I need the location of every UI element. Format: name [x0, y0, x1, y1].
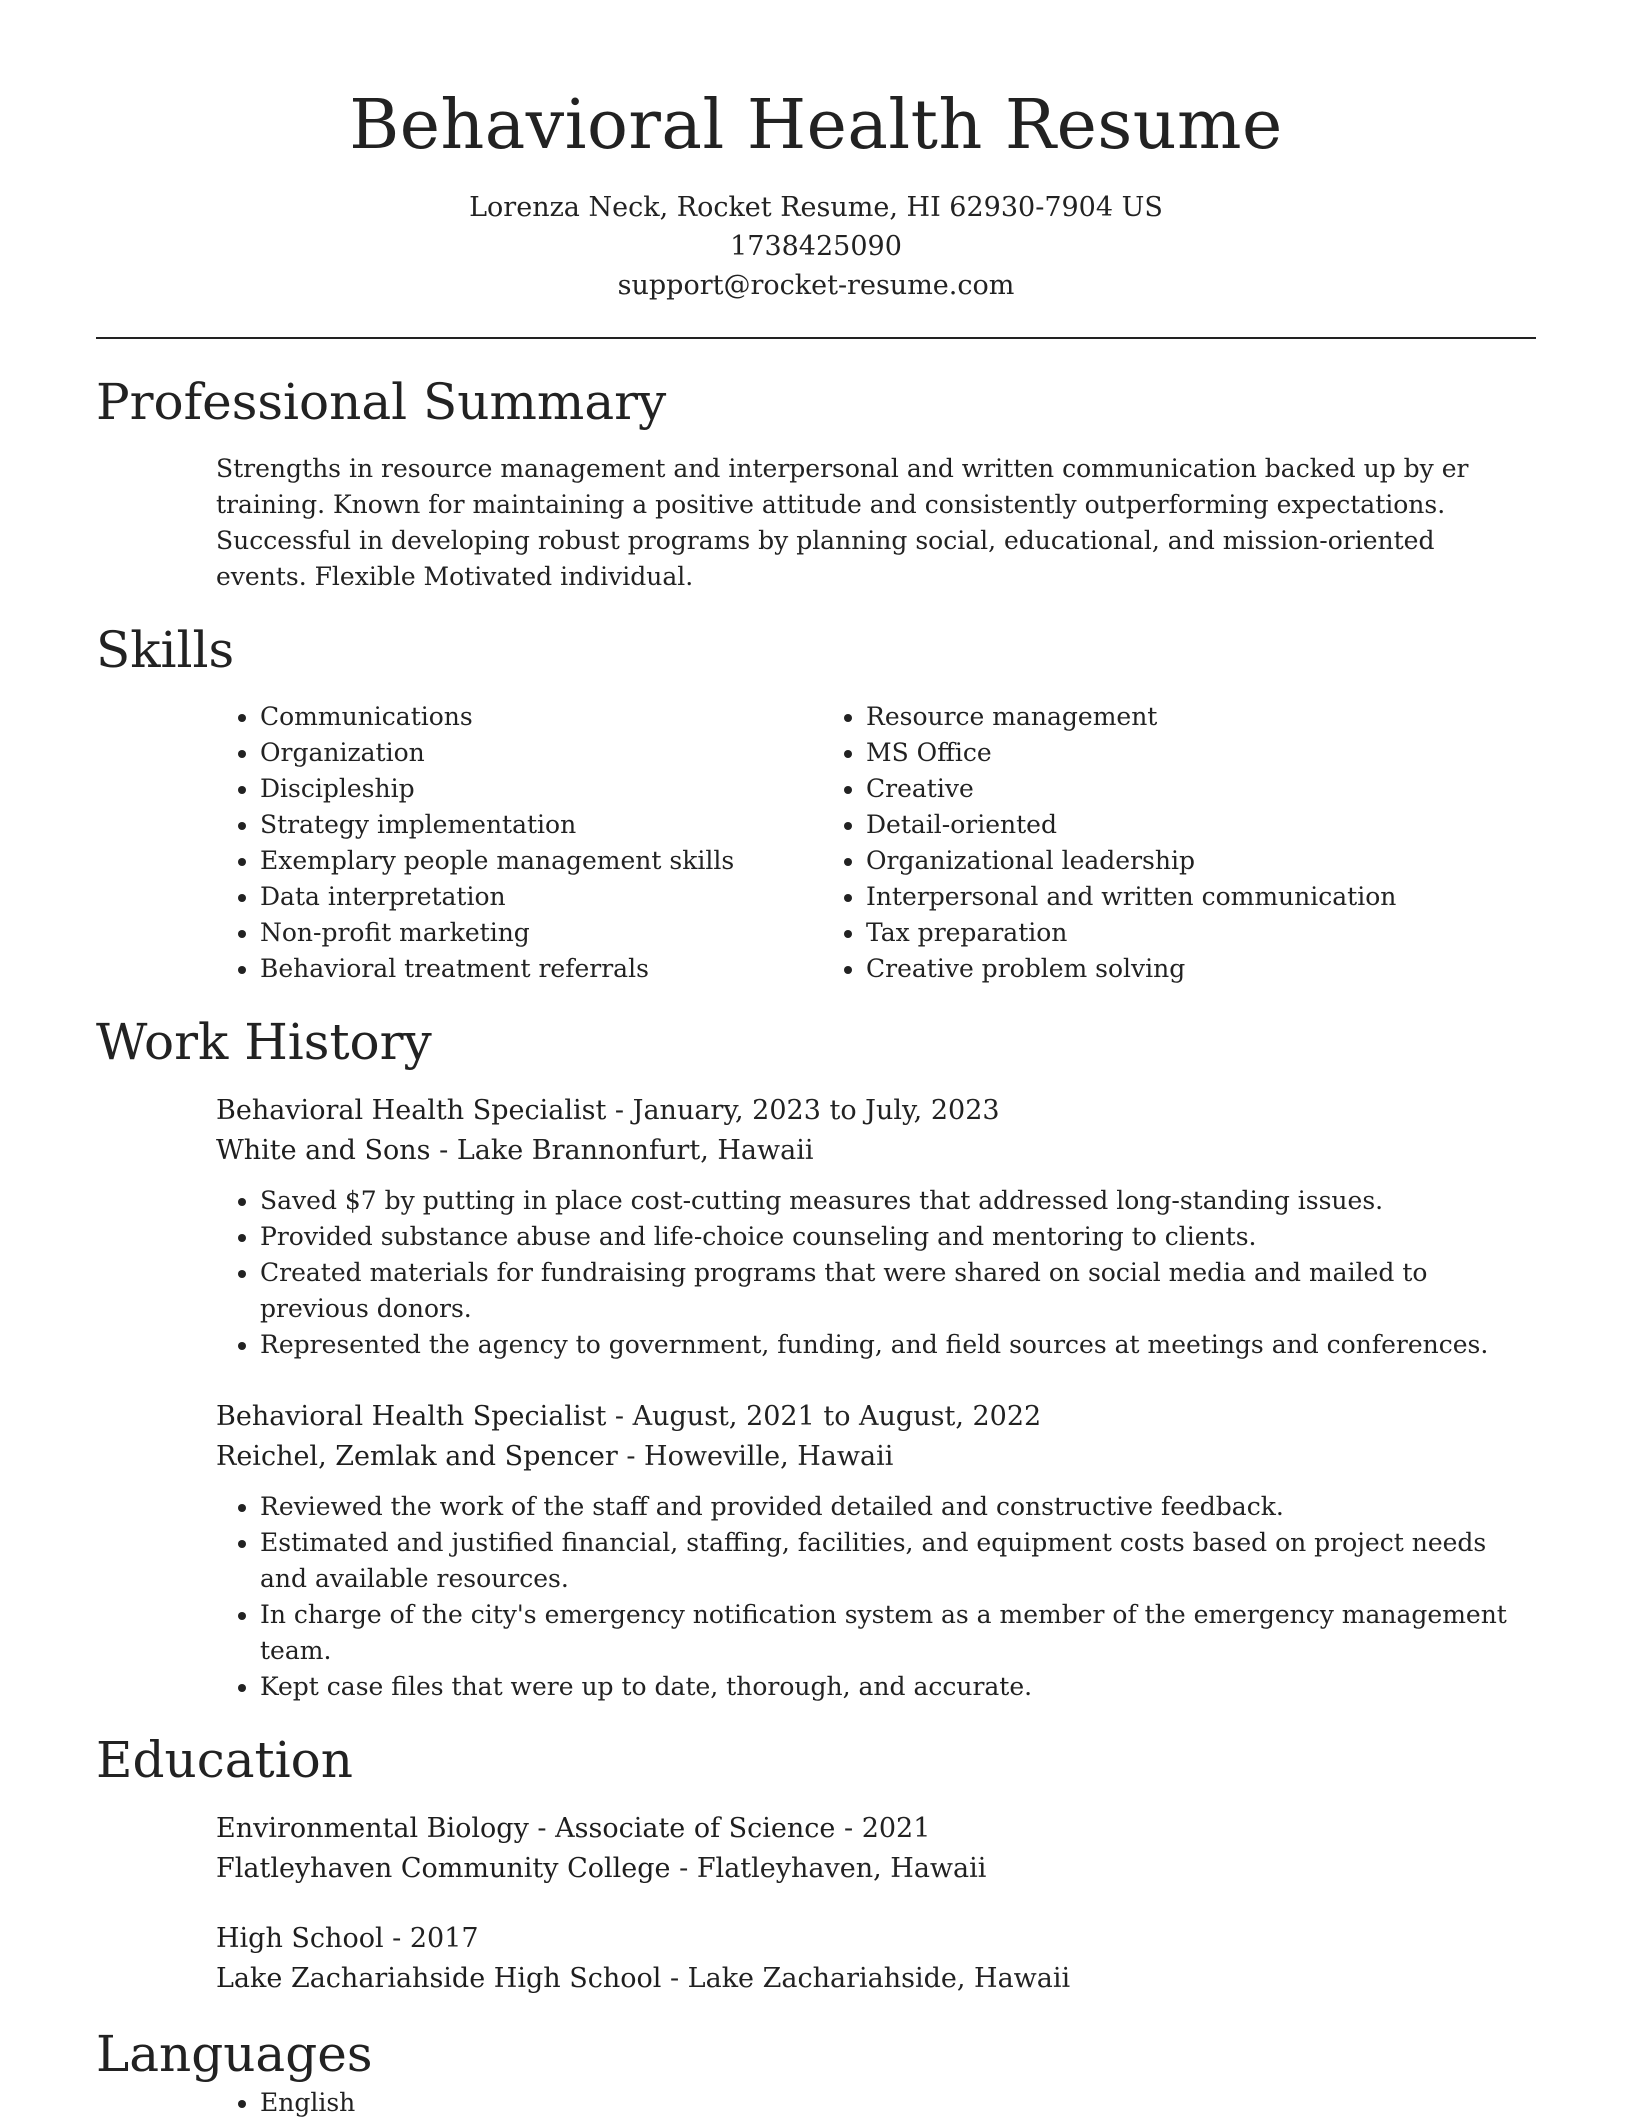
education-year: - 2017: [383, 1923, 479, 1954]
header-divider: [96, 337, 1536, 339]
job-entry: [216, 1091, 1526, 1363]
job-company-line: [216, 1131, 1526, 1171]
document-title: Behavioral Health Resume: [349, 86, 1283, 165]
skills-grid: [216, 699, 1526, 987]
job-company-line: [216, 1437, 1526, 1477]
skill-item: • Data interpretation: [260, 879, 822, 915]
skills-list-right: [822, 699, 1428, 987]
work-history-heading: Work History: [96, 1013, 432, 1071]
job-company: Reichel, Zemlak and Spencer: [216, 1441, 618, 1472]
resume-header: [96, 0, 1536, 305]
skill-item: • Interpersonal and written communication: [866, 879, 1428, 915]
education-section: [96, 1809, 1536, 1999]
resume-page: [96, 0, 1536, 2121]
job-bullet: • In charge of the city's emergency notification system as a member of the emergency management team.: [260, 1597, 1526, 1669]
summary-text: Strengths in resource management and interpersonal and written communication backed up by er training. Known for maintaining a positive attitude and consistently outperforming expectations. Successful in developing robust programs by planning social, educational, and mission-oriented events. Flexible Motivated individual.: [216, 454, 1469, 591]
skill-item: • Organization: [260, 735, 822, 771]
skills-section: [96, 699, 1536, 987]
job-dates: - August, 2021 to August, 2022: [606, 1401, 1042, 1432]
languages-heading: Languages: [96, 2025, 373, 2083]
education-school-line: [216, 1849, 1526, 1889]
summary-heading: Professional Summary: [96, 373, 667, 431]
contact-email: support@rocket-resume.com: [617, 270, 1015, 301]
skills-list-left: [216, 699, 822, 987]
job-entry: [216, 1397, 1526, 1705]
education-school-line: [216, 1959, 1526, 1999]
skills-heading: Skills: [96, 621, 235, 679]
job-bullet: • Kept case files that were up to date, thorough, and accurate.: [260, 1669, 1526, 1705]
job-bullet: • Estimated and justified financial, staffing, facilities, and equipment costs based on project needs and available resources.: [260, 1525, 1526, 1597]
job-bullet: • Represented the agency to government, funding, and field sources at meetings and conferences.: [260, 1327, 1526, 1363]
education-entry: [216, 1809, 1526, 1889]
job-title-line: [216, 1091, 1526, 1131]
job-location: - Howeville, Hawaii: [617, 1441, 894, 1472]
job-bullet: • Provided substance abuse and life-choice counseling and mentoring to clients.: [260, 1219, 1526, 1255]
skill-item: • Creative: [866, 771, 1428, 807]
job-location: - Lake Brannonfurt, Hawaii: [430, 1135, 814, 1166]
skill-item: • Strategy implementation: [260, 807, 822, 843]
skill-item: • Tax preparation: [866, 915, 1428, 951]
languages-section: [96, 2085, 1536, 2121]
job-bullet: • Saved $7 by putting in place cost-cutting measures that addressed long-standing issues.: [260, 1183, 1526, 1219]
job-title-line: [216, 1397, 1526, 1437]
education-degree-line: [216, 1919, 1526, 1959]
job-dates: - January, 2023 to July, 2023: [606, 1095, 1000, 1126]
education-entry: [216, 1919, 1526, 1999]
education-degree: Environmental Biology - Associate of Science: [216, 1813, 836, 1844]
skill-item: • Detail-oriented: [866, 807, 1428, 843]
skill-item: • Resource management: [866, 699, 1428, 735]
skill-item: • Organizational leadership: [866, 843, 1428, 879]
skill-item: • Creative problem solving: [866, 951, 1428, 987]
skill-item: • Non-profit marketing: [260, 915, 822, 951]
languages-list: [216, 2085, 1526, 2121]
skill-item: • Behavioral treatment referrals: [260, 951, 822, 987]
job-bullets: [216, 1489, 1526, 1705]
education-degree: High School: [216, 1923, 384, 1954]
language-item: • English: [260, 2085, 1526, 2121]
education-location: - Lake Zachariahside, Hawaii: [661, 1963, 1071, 1994]
job-bullet: • Created materials for fundraising programs that were shared on social media and mailed to previous donors.: [260, 1255, 1526, 1327]
education-location: - Flatleyhaven, Hawaii: [670, 1853, 987, 1884]
education-school: Lake Zachariahside High School: [216, 1963, 662, 1994]
education-heading: Education: [96, 1731, 353, 1789]
skill-item: • Discipleship: [260, 771, 822, 807]
job-title: Behavioral Health Specialist: [216, 1401, 607, 1432]
job-bullet: • Reviewed the work of the staff and provided detailed and constructive feedback.: [260, 1489, 1526, 1525]
skill-item: • Communications: [260, 699, 822, 735]
job-bullets: [216, 1183, 1526, 1363]
job-title: Behavioral Health Specialist: [216, 1095, 607, 1126]
summary-section: [96, 451, 1536, 595]
job-company: White and Sons: [216, 1135, 431, 1166]
work-history-section: [96, 1091, 1536, 1705]
contact-address: Lorenza Neck, Rocket Resume, HI 62930-7904 US: [469, 192, 1163, 223]
education-degree-line: [216, 1809, 1526, 1849]
skill-item: • MS Office: [866, 735, 1428, 771]
education-year: - 2021: [835, 1813, 931, 1844]
contact-block: [96, 188, 1536, 305]
skill-item: • Exemplary people management skills: [260, 843, 822, 879]
education-school: Flatleyhaven Community College: [216, 1853, 671, 1884]
contact-phone: 1738425090: [730, 231, 902, 262]
